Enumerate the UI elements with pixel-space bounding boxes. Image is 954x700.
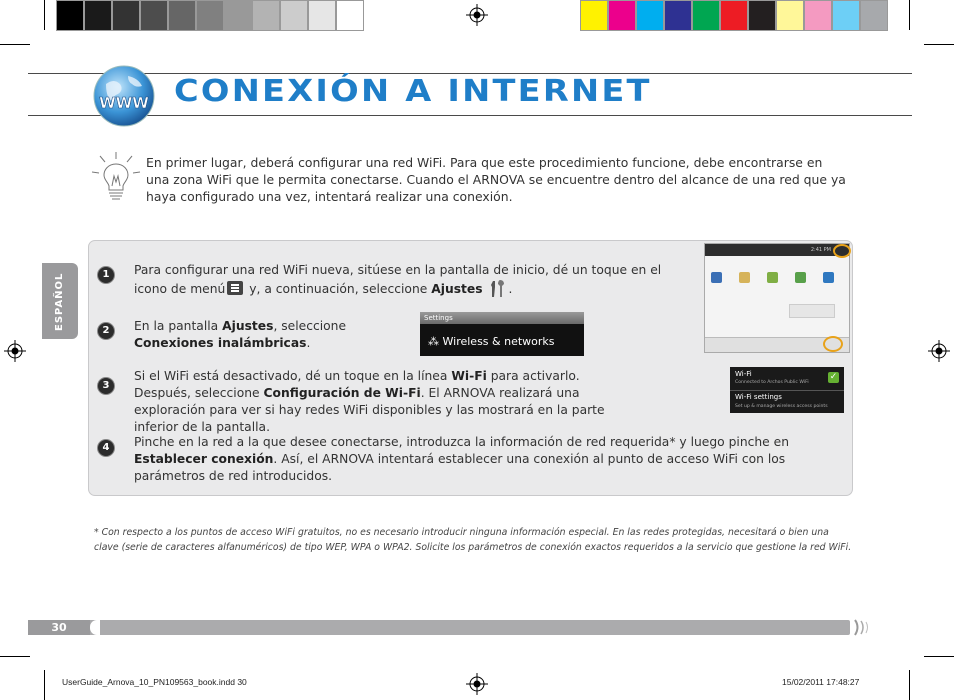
tablet-home-screenshot: 2:41 PM (704, 243, 850, 353)
step-badge: 4 (97, 439, 115, 457)
language-label: ESPAÑOL (54, 272, 65, 331)
step-badge: 1 (97, 266, 115, 284)
crop-mark (924, 656, 954, 657)
color-swatch (168, 0, 196, 31)
crop-mark (0, 656, 30, 657)
footnote: * Con respecto a los puntos de acceso WiFi gratuitos, no es necesario introducir ninguna información especial. En las redes protegidas, necesitará o bien una clave (serie de caracteres alfanuméricos) de tipo WEP, WPA o WPA2. Solicite los parámetros de conexión exactos requeridos a la servicio que gestione la red WiFi. (94, 527, 852, 553)
color-swatch (776, 0, 804, 31)
color-swatch-bar (580, 0, 888, 31)
color-swatch (280, 0, 308, 31)
step-3-text: Si el WiFi está desactivado, dé un toque en la línea Wi-Fi para activarlo. Después, seleccione Configuración de Wi-Fi. El ARNOVA realizará una exploración para ver si hay redes WiFi disponibles y las mostrará en la parte inferior de la pantalla. (134, 369, 605, 434)
settings-screenshot: Settings ⁂ Wireless & networks (420, 312, 584, 356)
intro-paragraph: En primer lugar, deberá configurar una red WiFi. Para que este procedimiento funcione, debe encontrarse en una zona WiFi que le permita conectarse. Cuando el ARNOVA se encuentre dentro del alcance de una red que ya haya configurado una vez, intentará realizar una conexión. (146, 155, 846, 204)
color-swatch (664, 0, 692, 31)
registration-mark-icon (466, 4, 488, 26)
step-1-text: Para configurar una red WiFi nueva, sitúese en la pantalla de inicio, dé un toque en el icono de menú y, a continuación, seleccione Ajustes . (134, 263, 662, 296)
color-swatch (56, 0, 84, 31)
date-slug: 15/02/2011 17:48:27 (782, 677, 860, 687)
wifi-checkbox-icon: ✓ (829, 372, 838, 382)
crop-mark (909, 0, 910, 30)
step-badge: 3 (97, 377, 115, 395)
color-swatch (832, 0, 860, 31)
registration-mark-icon (928, 340, 950, 362)
lightbulb-icon (90, 150, 142, 206)
color-swatch (636, 0, 664, 31)
color-swatch (336, 0, 364, 31)
color-swatch (692, 0, 720, 31)
color-swatch (140, 0, 168, 31)
crop-mark (44, 670, 45, 700)
color-swatch (196, 0, 224, 31)
title-rule-bottom (28, 115, 912, 116)
language-side-tab (42, 263, 78, 339)
menu-icon (227, 281, 243, 295)
page-number: 30 (28, 620, 90, 635)
crop-mark (909, 670, 910, 700)
globe-icon (92, 64, 156, 128)
color-swatch (308, 0, 336, 31)
globe-label: WWW (99, 94, 149, 112)
color-swatch (252, 0, 280, 31)
step-2-text: En la pantalla Ajustes, seleccione Conexiones inalámbricas. (134, 319, 347, 350)
page-title: CONEXIÓN A INTERNET (174, 74, 652, 109)
color-swatch (608, 0, 636, 31)
color-swatch (84, 0, 112, 31)
registration-mark-icon (466, 673, 488, 695)
registration-mark-icon (4, 340, 26, 362)
step-badge: 2 (97, 322, 115, 340)
color-swatch (720, 0, 748, 31)
crop-mark (924, 44, 954, 45)
page-bar-end-icon (852, 619, 872, 636)
file-slug: UserGuide_Arnova_10_PN109563_book.indd 30 (62, 677, 247, 687)
color-swatch (860, 0, 888, 31)
color-swatch (804, 0, 832, 31)
color-swatch (748, 0, 776, 31)
crop-mark (44, 0, 45, 30)
page-bar (28, 620, 850, 635)
color-swatch (224, 0, 252, 31)
page-bar-cap (90, 620, 100, 635)
wireless-networks-row: ⁂ Wireless & networks (428, 335, 555, 348)
color-swatch (112, 0, 140, 31)
crop-mark (0, 44, 30, 45)
gray-swatch-bar (56, 0, 364, 31)
wifi-settings-screenshot: Wi-Fi Connected to Archos Public WiFi ✓ Wi-Fi settings Set up & manage wireless access points (730, 367, 844, 413)
color-swatch (580, 0, 608, 31)
tools-icon (489, 279, 507, 297)
step-4-text: Pinche en la red a la que desee conectarse, introduzca la información de red requerida* y luego pinche en Establecer conexión. Así, el ARNOVA intentará establecer una conexión al punto de acceso WiFi con los parámetros de red introducidos. (134, 435, 789, 483)
